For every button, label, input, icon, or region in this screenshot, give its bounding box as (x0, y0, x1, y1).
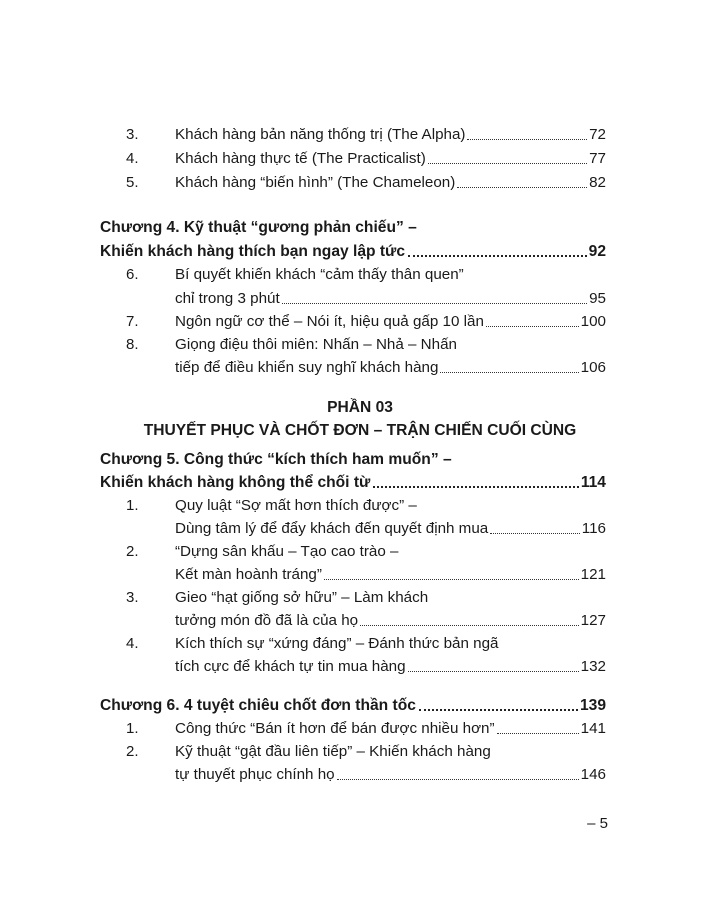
dot-leader (408, 255, 587, 257)
chapter-page: 114 (580, 474, 606, 491)
entry-page: 95 (589, 290, 606, 307)
toc-entry[interactable] (0, 148, 720, 170)
chapter-page: 139 (579, 697, 606, 714)
entry-page: 132 (580, 658, 606, 675)
dot-leader (428, 163, 587, 164)
dot-leader (486, 326, 579, 327)
entry-number: 8. (126, 336, 139, 353)
entry-title: Bí quyết khiến khách “cảm thấy thân quen” (175, 266, 464, 283)
entry-title: tích cực để khách tự tin mua hàng (175, 658, 406, 675)
chapter-title-line1: Chương 6. 4 tuyệt chiêu chốt đơn thần tốc (100, 697, 416, 714)
dot-leader (337, 779, 579, 780)
entry-page: 100 (580, 313, 606, 330)
part-3-label (0, 397, 720, 419)
toc-entry-cont[interactable] (0, 518, 720, 540)
chapter-6-heading[interactable] (0, 695, 720, 717)
toc-entry[interactable] (0, 541, 720, 563)
entry-number: 2. (126, 543, 139, 560)
entry-number: 3. (126, 126, 139, 143)
toc-entry[interactable] (0, 633, 720, 655)
entry-page: 127 (580, 612, 606, 629)
dot-leader (467, 139, 587, 140)
toc-entry-cont[interactable] (0, 357, 720, 379)
entry-page: 82 (589, 174, 606, 191)
toc-entry-cont[interactable] (0, 610, 720, 632)
chapter-5-heading[interactable] (0, 449, 720, 471)
entry-page: 77 (589, 150, 606, 167)
entry-title: “Dựng sân khấu – Tạo cao trào – (175, 543, 399, 560)
dot-leader (324, 579, 579, 580)
dot-leader (408, 671, 579, 672)
entry-number: 3. (126, 589, 139, 606)
chapter-5-heading-line2[interactable] (0, 472, 720, 494)
dot-leader (419, 709, 578, 711)
chapter-4-heading[interactable] (0, 217, 720, 239)
toc-entry[interactable] (0, 311, 720, 333)
toc-entry[interactable] (0, 718, 720, 740)
part-title: THUYẾT PHỤC VÀ CHỐT ĐƠN – TRẬN CHIẾN CUỐI CÙNG (143, 422, 577, 439)
entry-title: Gieo “hạt giống sở hữu” – Làm khách (175, 589, 429, 606)
toc-entry[interactable] (0, 587, 720, 609)
entry-number: 1. (126, 720, 139, 737)
toc-entry-cont[interactable] (0, 764, 720, 786)
entry-page: 72 (589, 126, 606, 143)
entry-number: 6. (126, 266, 139, 283)
chapter-4-heading-line2[interactable] (0, 241, 720, 263)
part-3-title (0, 420, 720, 442)
entry-title: Kích thích sự “xứng đáng” – Đánh thức bản ngã (175, 635, 499, 652)
part-label: PHẦN 03 (327, 399, 393, 416)
dot-leader (282, 303, 587, 304)
entry-page: 146 (580, 766, 606, 783)
entry-title: tiếp để điều khiển suy nghĩ khách hàng (175, 359, 439, 376)
dot-leader (440, 372, 578, 373)
chapter-title-line1: Chương 4. Kỹ thuật “gương phản chiếu” – (100, 219, 417, 236)
chapter-page: 92 (588, 243, 606, 260)
entry-number: 2. (126, 743, 139, 760)
entry-title: Khách hàng bản năng thống trị (The Alpha) (175, 126, 466, 143)
toc-entry-cont[interactable] (0, 564, 720, 586)
entry-title: Quy luật “Sợ mất hơn thích được” – (175, 497, 417, 514)
dot-leader (373, 486, 578, 488)
entry-number: 4. (126, 635, 139, 652)
entry-title: Khách hàng “biến hình” (The Chameleon) (175, 174, 456, 191)
toc-entry-cont[interactable] (0, 288, 720, 310)
entry-page: 141 (580, 720, 606, 737)
chapter-title-line2: Khiến khách hàng thích bạn ngay lập tức (100, 243, 406, 260)
toc-entry[interactable] (0, 264, 720, 286)
toc-entry[interactable] (0, 495, 720, 517)
entry-title: Kỹ thuật “gật đầu liên tiếp” – Khiến khách hàng (175, 743, 491, 760)
toc-entry-cont[interactable] (0, 656, 720, 678)
dot-leader (360, 625, 579, 626)
entry-page: 106 (580, 359, 606, 376)
entry-number: 7. (126, 313, 139, 330)
entry-title: Kết màn hoành tráng” (175, 566, 322, 583)
entry-title: Công thức “Bán ít hơn để bán được nhiều hơn” (175, 720, 495, 737)
toc-entry[interactable] (0, 172, 720, 194)
entry-title: Ngôn ngữ cơ thể – Nói ít, hiệu quả gấp 10 lần (175, 313, 484, 330)
chapter-title-line1: Chương 5. Công thức “kích thích ham muốn” – (100, 451, 452, 468)
dot-leader (490, 533, 580, 534)
entry-title: Dùng tâm lý để đẩy khách đến quyết định mua (175, 520, 489, 537)
dot-leader (457, 187, 587, 188)
page-number: – 5 (587, 815, 608, 832)
entry-page: 121 (580, 566, 606, 583)
entry-title: Khách hàng thực tế (The Practicalist) (175, 150, 426, 167)
entry-title: tưởng món đồ đã là của họ (175, 612, 359, 629)
toc-entry[interactable] (0, 334, 720, 356)
toc-entry[interactable] (0, 124, 720, 146)
entry-number: 1. (126, 497, 139, 514)
entry-title: chỉ trong 3 phút (175, 290, 280, 307)
dot-leader (497, 733, 579, 734)
toc-entry[interactable] (0, 741, 720, 763)
entry-title: tự thuyết phục chính họ (175, 766, 335, 783)
entry-number: 5. (126, 174, 139, 191)
chapter-title-line2: Khiến khách hàng không thể chối từ (100, 474, 371, 491)
entry-number: 4. (126, 150, 139, 167)
entry-page: 116 (581, 520, 606, 537)
entry-title: Giọng điệu thôi miên: Nhấn – Nhả – Nhấn (175, 336, 457, 353)
